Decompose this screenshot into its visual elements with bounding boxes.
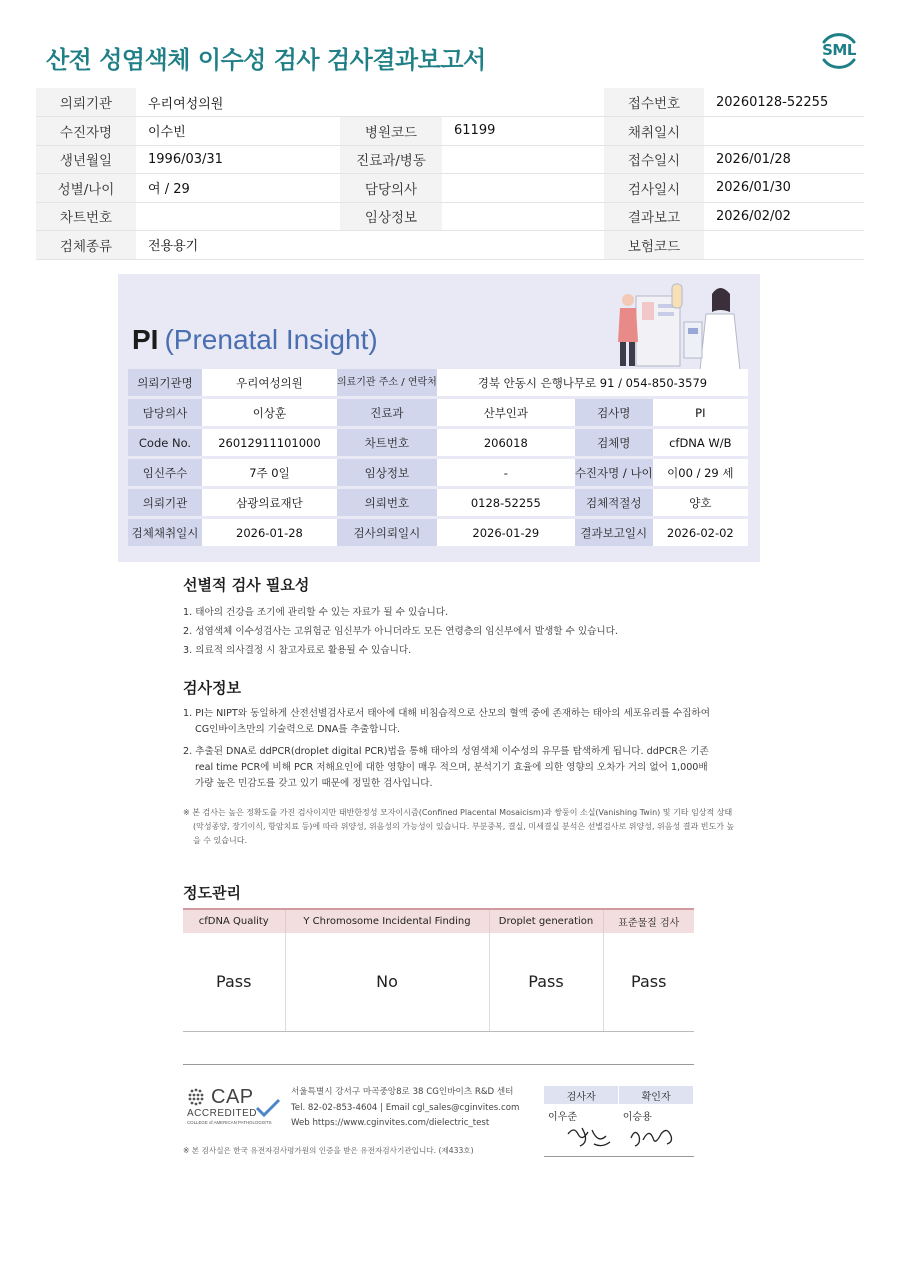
test-info-note: ※ 본 검사는 높은 정확도를 가진 검사이지만 태반한정성 모자이시즘(Confined Placental Mosaicism)과 쌍둥이 소실(Vanishing Twin) 및 기타 임상적 상태 <box>183 808 733 817</box>
pi-label: 검체채취일시 <box>128 519 202 546</box>
info-value <box>442 202 604 231</box>
pi-info-table <box>128 366 748 549</box>
lab-web: Web https://www.cginvites.com/dielectric_test <box>291 1118 490 1128</box>
report-title: 산전 성염색체 이수성 검사 검사결과보고서 <box>46 46 486 74</box>
pi-value: 산부인과 <box>437 399 575 426</box>
sign-header: 검사자 <box>544 1086 619 1104</box>
pi-value: 2026-02-02 <box>653 519 748 546</box>
pi-label: 담당의사 <box>128 399 202 426</box>
info-label: 생년월일 <box>36 145 136 174</box>
pi-label: 수진자명 / 나이 <box>575 459 653 486</box>
info-label <box>340 231 442 260</box>
pi-value: 0128-52255 <box>437 489 575 516</box>
pi-label: 진료과 <box>337 399 437 426</box>
info-label: 의뢰기관 <box>36 88 136 117</box>
divider <box>183 1064 694 1065</box>
necessity-item: 1. 태아의 건강을 조기에 관리할 수 있는 자료가 될 수 있습니다. <box>183 607 449 618</box>
cap-sub-text: COLLEGE of AMERICAN PATHOLOGISTS <box>187 1120 272 1125</box>
info-label: 채취일시 <box>604 117 704 146</box>
cap-main-text: CAP <box>211 1086 254 1108</box>
qc-header: 표준물질 검사 <box>603 909 694 933</box>
info-value: 여 / 29 <box>136 174 340 203</box>
test-info-text: 1. PI는 NIPT와 동일하게 산전선별검사로서 태아에 대해 비침습적으로 산모의 혈액 중에 존재하는 태아의 세포유리를 수집하여 <box>183 708 710 719</box>
qc-section <box>183 882 723 911</box>
info-label: 검사일시 <box>604 174 704 203</box>
pi-label: 검사명 <box>575 399 653 426</box>
sml-logo <box>816 28 862 74</box>
lab-contact: Tel. 82-02-853-4604 | Email cgl_sales@cginvites.com <box>291 1102 520 1113</box>
logo-text: SML <box>822 41 856 59</box>
lab-certification-note: ※ 본 검사실은 한국 유전자검사평가원의 인증을 받은 유전자검사기관입니다. (제433호) <box>183 1146 474 1155</box>
pi-label: 결과보고일시 <box>575 519 653 546</box>
pi-value: - <box>437 459 575 486</box>
pi-label: 의뢰기관 <box>128 489 202 516</box>
section-title: 선별적 검사 필요성 <box>183 576 310 594</box>
cap-accredited-text: ACCREDITED <box>187 1108 258 1119</box>
pi-title <box>132 324 378 356</box>
info-value: 2026/01/28 <box>704 145 864 174</box>
pi-value: 양호 <box>653 489 748 516</box>
pi-label: 의료기관 주소 / 연락처 <box>337 369 437 396</box>
section-title: 정도관리 <box>183 884 241 902</box>
info-value: 우리여성의원 <box>136 88 340 117</box>
lab-contact-info <box>291 1085 519 1132</box>
info-value: 2026/02/02 <box>704 202 864 231</box>
pi-label: 임상정보 <box>337 459 437 486</box>
info-value <box>136 202 340 231</box>
pi-value: 우리여성의원 <box>202 369 337 396</box>
info-label: 접수번호 <box>604 88 704 117</box>
qc-table <box>183 908 694 1032</box>
test-info-text: real time PCR에 비해 PCR 저해요인에 대한 영향이 매우 적으며, 분석기기 효율에 의한 영향의 오차가 거의 없어 1,000배 <box>195 762 708 773</box>
info-value <box>704 117 864 146</box>
test-info-note: (악성종양, 장기이식, 항암치료 등)에 따라 위양성, 위음성의 가능성이 있습니다. 부분중복, 결실, 미세결실 분석은 선별검사로 위양성, 위음성 결과 빈도가 높 <box>193 822 735 831</box>
necessity-section <box>183 574 723 660</box>
info-label: 담당의사 <box>340 174 442 203</box>
info-label <box>340 88 442 117</box>
pi-value: 삼광의료재단 <box>202 489 337 516</box>
test-info-text: 2. 추출된 DNA로 ddPCR(droplet digital PCR)법을 통해 태아의 성염색체 이수성의 유무를 탐색하게 됩니다. ddPCR은 기존 <box>183 746 709 757</box>
patient-info-table <box>36 88 864 260</box>
pi-value: 26012911101000 <box>202 429 337 456</box>
pi-title-bold: PI <box>132 324 159 355</box>
info-label: 병원코드 <box>340 117 442 146</box>
info-label: 임상정보 <box>340 202 442 231</box>
pi-panel <box>118 274 760 562</box>
cap-dots-icon <box>187 1087 209 1107</box>
pi-value: 7주 0일 <box>202 459 337 486</box>
pi-label: 검체명 <box>575 429 653 456</box>
checkmark-icon <box>255 1098 281 1118</box>
info-label: 결과보고 <box>604 202 704 231</box>
pi-value: 2026-01-28 <box>202 519 337 546</box>
info-label: 접수일시 <box>604 145 704 174</box>
info-label: 진료과/병동 <box>340 145 442 174</box>
pi-value: cfDNA W/B <box>653 429 748 456</box>
info-value: 이수빈 <box>136 117 340 146</box>
lab-address: 서울특별시 강서구 마곡중앙8로 38 CG인바이츠 R&D 센터 <box>291 1087 514 1097</box>
pi-value: 206018 <box>437 429 575 456</box>
info-label: 검체종류 <box>36 231 136 260</box>
pi-title-rest: (Prenatal Insight) <box>164 324 378 355</box>
pi-label: 차트번호 <box>337 429 437 456</box>
pi-label: Code No. <box>128 429 202 456</box>
section-title: 검사정보 <box>183 679 241 697</box>
signature-mark <box>627 1122 677 1150</box>
qc-value: Pass <box>489 933 603 1031</box>
info-value: 61199 <box>442 117 604 146</box>
qc-value: Pass <box>603 933 694 1031</box>
test-info-note: 을 수 있습니다. <box>193 836 247 845</box>
signer-name: 이우준 <box>548 1112 577 1123</box>
qc-value: No <box>285 933 489 1031</box>
qc-header: Droplet generation <box>489 909 603 933</box>
test-info-text: CG인바이츠만의 기술력으로 DNA를 추출합니다. <box>195 724 401 735</box>
signer-cell <box>619 1104 694 1156</box>
test-info-section <box>183 677 735 848</box>
necessity-item: 3. 의료적 의사결정 시 참고자료로 활용될 수 있습니다. <box>183 645 412 656</box>
info-value <box>442 88 604 117</box>
pi-label: 의뢰번호 <box>337 489 437 516</box>
test-info-text: 가량 높은 민감도를 갖고 있기 때문에 정밀한 검사입니다. <box>195 778 433 789</box>
info-value: 2026/01/30 <box>704 174 864 203</box>
info-label: 보험코드 <box>604 231 704 260</box>
info-value: 전용용기 <box>136 231 340 260</box>
info-label: 수진자명 <box>36 117 136 146</box>
sign-header: 확인자 <box>619 1086 694 1104</box>
info-value <box>442 174 604 203</box>
pi-value: 2026-01-29 <box>437 519 575 546</box>
info-value: 1996/03/31 <box>136 145 340 174</box>
qc-value: Pass <box>183 933 285 1031</box>
pi-value: PI <box>653 399 748 426</box>
pi-value: 경북 안동시 은행나무로 91 / 054-850-3579 <box>437 369 748 396</box>
info-label: 차트번호 <box>36 202 136 231</box>
pi-value: 이00 / 29 세 <box>653 459 748 486</box>
info-label: 성별/나이 <box>36 174 136 203</box>
necessity-item: 2. 성염색체 이수성검사는 고위험군 임신부가 아니더라도 모든 연령층의 임신부에서 발생할 수 있습니다. <box>183 626 618 637</box>
lab-illustration <box>608 282 743 372</box>
pi-label: 의뢰기관명 <box>128 369 202 396</box>
signer-name: 이승용 <box>622 1112 652 1123</box>
info-value <box>704 231 864 260</box>
info-value <box>442 145 604 174</box>
signature-table <box>544 1086 694 1157</box>
cap-logo <box>185 1086 281 1128</box>
qc-header: Y Chromosome Incidental Finding <box>285 909 489 933</box>
pi-label: 검사의뢰일시 <box>337 519 437 546</box>
pi-value: 이상훈 <box>202 399 337 426</box>
info-value: 20260128-52255 <box>704 88 864 117</box>
info-value <box>442 231 604 260</box>
signature-mark <box>564 1122 614 1150</box>
qc-header: cfDNA Quality <box>183 909 285 933</box>
pi-label: 검체적절성 <box>575 489 653 516</box>
signer-cell <box>544 1104 619 1156</box>
pi-label: 임신주수 <box>128 459 202 486</box>
